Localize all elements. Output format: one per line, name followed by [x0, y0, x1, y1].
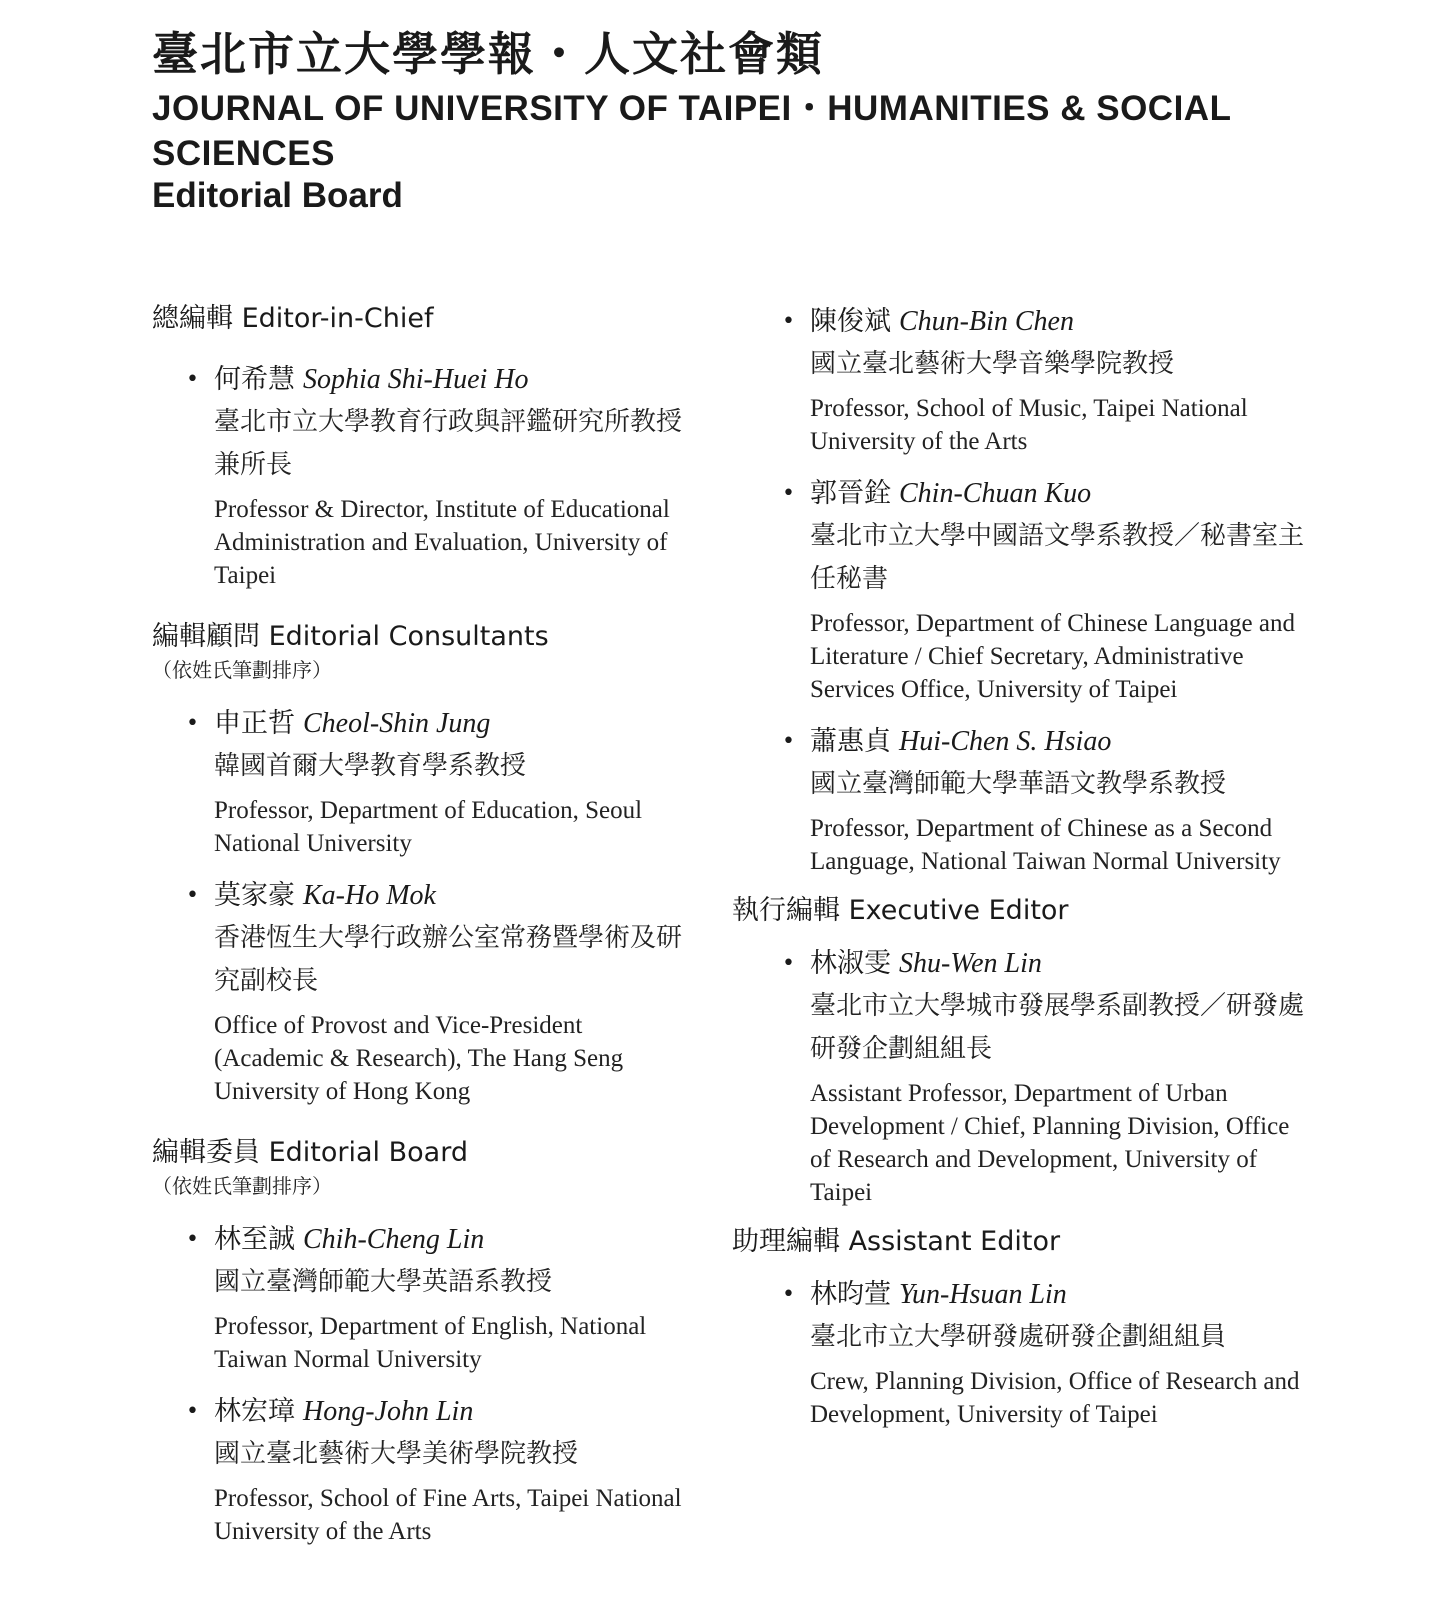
member-name-zh: 林至誠	[214, 1224, 295, 1255]
member-title-en: Crew, Planning Division, Office of Research and Development, University of Taipei	[810, 1368, 1300, 1428]
bullet-icon: •	[782, 729, 795, 754]
section-editor-in-chief	[152, 300, 692, 592]
member-title-en: Professor, Department of English, National Taiwan Normal University	[214, 1313, 647, 1373]
member-name-zh: 莫家豪	[214, 880, 295, 911]
bullet-icon: •	[186, 711, 199, 736]
member-name-en: Hong-John Lin	[303, 1396, 474, 1427]
bullet-icon: •	[186, 1227, 199, 1252]
right-column	[732, 300, 1308, 1445]
member-name	[810, 1273, 1308, 1316]
member-title-zh: 國立臺北藝術大學音樂學院教授	[810, 349, 1175, 379]
member-entry	[748, 472, 1308, 706]
left-column	[152, 300, 692, 1562]
section-note: （依姓氏筆劃排序）	[152, 658, 332, 682]
section-heading: 助理編輯 Assistant Editor	[732, 1226, 1061, 1257]
section-executive-editor	[732, 892, 1308, 1209]
member-name-en: Ka-Ho Mok	[303, 880, 436, 911]
member-entry	[152, 358, 692, 592]
member-name-en: Cheol-Shin Jung	[303, 708, 491, 739]
member-title-en: Assistant Professor, Department of Urban Development / Chief, Planning Division, Office of Research and Development, University of Taipei	[810, 1080, 1290, 1206]
member-name	[214, 1218, 692, 1261]
member-title-en: Professor, School of Music, Taipei National University of the Arts	[810, 395, 1248, 455]
member-entry	[152, 1390, 692, 1548]
member-title-en: Professor, Department of Education, Seoul National University	[214, 797, 643, 857]
section-heading: 執行編輯 Executive Editor	[732, 895, 1069, 926]
member-title-en: Professor, Department of Chinese as a Second Language, National Taiwan Normal University	[810, 815, 1281, 875]
member-name	[810, 300, 1308, 343]
member-name	[810, 720, 1308, 763]
member-title-zh: 臺北市立大學研發處研發企劃組組員	[810, 1322, 1227, 1352]
member-name-en: Sophia Shi-Huei Ho	[303, 364, 529, 395]
bullet-icon: •	[782, 951, 795, 976]
member-entry	[748, 1273, 1308, 1431]
member-name-zh: 郭晉銓	[810, 478, 891, 509]
section-heading: 編輯委員 Editorial Board	[152, 1137, 468, 1168]
member-name	[810, 472, 1308, 515]
member-title-en: Professor, Department of Chinese Language and Literature / Chief Secretary, Administrative Services Office, University of Taipei	[810, 610, 1295, 703]
member-name-zh: 陳俊斌	[810, 306, 891, 337]
member-name	[214, 358, 692, 401]
bullet-icon: •	[186, 1399, 199, 1424]
bullet-icon: •	[186, 367, 199, 392]
member-name	[214, 702, 692, 745]
member-name-en: Yun-Hsuan Lin	[899, 1279, 1067, 1310]
page-title-chinese: 臺北市立大學學報・人文社會類	[152, 27, 824, 81]
member-title-zh: 香港恆生大學行政辦公室常務暨學術及研究副校長	[214, 923, 683, 996]
bullet-icon: •	[186, 883, 199, 908]
member-name-en: Chin-Chuan Kuo	[899, 478, 1092, 509]
member-name-zh: 林宏璋	[214, 1396, 295, 1427]
member-entry	[748, 720, 1308, 878]
member-entry	[748, 942, 1308, 1209]
member-title-en: Office of Provost and Vice-President (Academic & Research), The Hang Seng University of Hong Kong	[214, 1012, 624, 1105]
member-name	[810, 942, 1308, 985]
member-title-zh: 臺北市立大學教育行政與評鑑研究所教授兼所長	[214, 407, 683, 480]
section-editorial-consultants	[152, 618, 692, 1108]
section-note: （依姓氏筆劃排序）	[152, 1174, 332, 1198]
bullet-icon: •	[782, 481, 795, 506]
member-title-zh: 國立臺北藝術大學美術學院教授	[214, 1439, 579, 1469]
member-title-zh: 臺北市立大學城市發展學系副教授／研發處研發企劃組組長	[810, 991, 1305, 1064]
member-entry	[152, 1218, 692, 1376]
page-subtitle: Editorial Board	[152, 176, 403, 215]
section-assistant-editor	[732, 1223, 1308, 1431]
member-entry	[152, 702, 692, 860]
section-heading: 編輯顧問 Editorial Consultants	[152, 621, 549, 652]
member-name-en: Shu-Wen Lin	[899, 948, 1042, 979]
member-entry	[748, 300, 1308, 458]
section-heading: 總編輯 Editor-in-Chief	[152, 303, 434, 334]
member-name-zh: 申正哲	[214, 708, 295, 739]
bullet-icon: •	[782, 309, 795, 334]
member-title-zh: 臺北市立大學中國語文學系教授／秘書室主任秘書	[810, 521, 1305, 594]
member-title-en: Professor, School of Fine Arts, Taipei National University of the Arts	[214, 1485, 682, 1545]
member-title-en: Professor & Director, Institute of Educational Administration and Evaluation, University of Taipei	[214, 496, 670, 589]
member-name-en: Hui-Chen S. Hsiao	[899, 726, 1112, 757]
section-editorial-board	[152, 1134, 692, 1548]
member-name-en: Chih-Cheng Lin	[303, 1224, 485, 1255]
member-name-zh: 林淑雯	[810, 948, 891, 979]
member-title-zh: 韓國首爾大學教育學系教授	[214, 751, 527, 781]
member-name-zh: 林昀萱	[810, 1279, 891, 1310]
member-entry	[152, 874, 692, 1108]
page-title-english: JOURNAL OF UNIVERSITY OF TAIPEI・HUMANITIES & SOCIAL SCIENCES	[152, 89, 1231, 173]
member-name-zh: 何希慧	[214, 364, 295, 395]
member-name-en: Chun-Bin Chen	[899, 306, 1074, 337]
member-name	[214, 874, 692, 917]
member-title-zh: 國立臺灣師範大學華語文教學系教授	[810, 769, 1227, 799]
member-name	[214, 1390, 692, 1433]
member-title-zh: 國立臺灣師範大學英語系教授	[214, 1267, 553, 1297]
member-name-zh: 蕭惠貞	[810, 726, 891, 757]
bullet-icon: •	[782, 1282, 795, 1307]
